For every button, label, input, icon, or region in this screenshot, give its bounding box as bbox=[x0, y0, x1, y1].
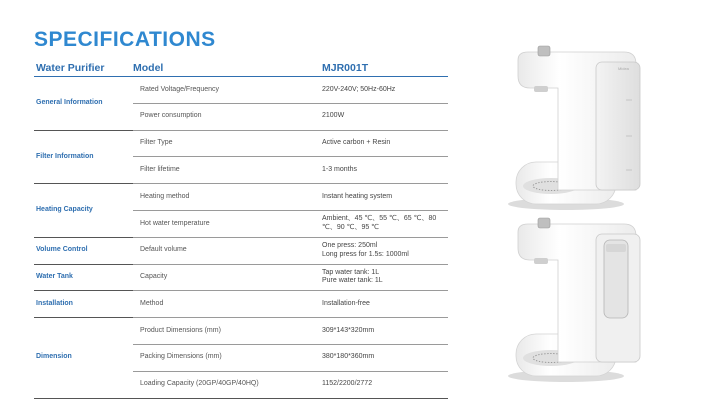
spec-value-cell: Instant heating system bbox=[322, 184, 448, 211]
table-row bbox=[34, 291, 448, 318]
spec-item-cell: Packing Dimensions (mm) bbox=[133, 344, 322, 371]
table-row bbox=[34, 264, 448, 291]
header-water-purifier: Water Purifier bbox=[34, 60, 133, 77]
category-cell: Water Tank bbox=[34, 264, 133, 291]
spec-item-cell: Capacity bbox=[133, 264, 322, 291]
spec-item-cell: Filter lifetime bbox=[133, 157, 322, 184]
product-image-front bbox=[496, 40, 668, 216]
spec-value-cell: 380*180*360mm bbox=[322, 344, 448, 371]
spec-value-cell: 220V-240V; 50Hz-60Hz bbox=[322, 77, 448, 104]
spec-value-cell: 1-3 months bbox=[322, 157, 448, 184]
table-row bbox=[34, 184, 448, 211]
header-model-number: MJR001T bbox=[322, 60, 448, 77]
category-cell: Installation bbox=[34, 291, 133, 318]
spec-item-cell: Filter Type bbox=[133, 130, 322, 157]
spec-value-cell: Active carbon + Resin bbox=[322, 130, 448, 157]
table-header-row bbox=[34, 60, 448, 77]
page-title: SPECIFICATIONS bbox=[34, 28, 216, 51]
spec-item-cell: Rated Voltage/Frequency bbox=[133, 77, 322, 104]
spec-value-cell: Tap water tank: 1L Pure water tank: 1L bbox=[322, 264, 448, 291]
spec-value-cell: One press: 250ml Long press for 1.5s: 1000ml bbox=[322, 237, 448, 264]
category-cell: General Information bbox=[34, 77, 133, 131]
table-row bbox=[34, 237, 448, 264]
spec-item-cell: Loading Capacity (20GP/40GP/40HQ) bbox=[133, 371, 322, 398]
spec-value-cell: Ambient、45 ℃、55 ℃、65 ℃、80 ℃、90 ℃、95 ℃ bbox=[322, 210, 448, 237]
table-row bbox=[34, 77, 448, 104]
spec-item-cell: Method bbox=[133, 291, 322, 318]
category-cell: Volume Control bbox=[34, 237, 133, 264]
header-model: Model bbox=[133, 60, 322, 77]
table-row bbox=[34, 318, 448, 345]
spec-item-cell: Hot water temperature bbox=[133, 210, 322, 237]
spec-value-cell: 309*143*320mm bbox=[322, 318, 448, 345]
spec-item-cell: Default volume bbox=[133, 237, 322, 264]
spec-item-cell: Heating method bbox=[133, 184, 322, 211]
table-row bbox=[34, 130, 448, 157]
product-brand-logo: Midea bbox=[618, 66, 629, 71]
spec-item-cell: Power consumption bbox=[133, 103, 322, 130]
spec-value-cell: Installation-free bbox=[322, 291, 448, 318]
category-cell: Dimension bbox=[34, 318, 133, 398]
spec-table bbox=[34, 60, 448, 399]
category-cell: Filter Information bbox=[34, 130, 133, 184]
spec-item-cell: Product Dimensions (mm) bbox=[133, 318, 322, 345]
spec-value-cell: 1152/2200/2772 bbox=[322, 371, 448, 398]
spec-value-cell: 2100W bbox=[322, 103, 448, 130]
product-image-filter bbox=[496, 210, 668, 386]
spec-table-body bbox=[34, 77, 448, 399]
category-cell: Heating Capacity bbox=[34, 184, 133, 238]
